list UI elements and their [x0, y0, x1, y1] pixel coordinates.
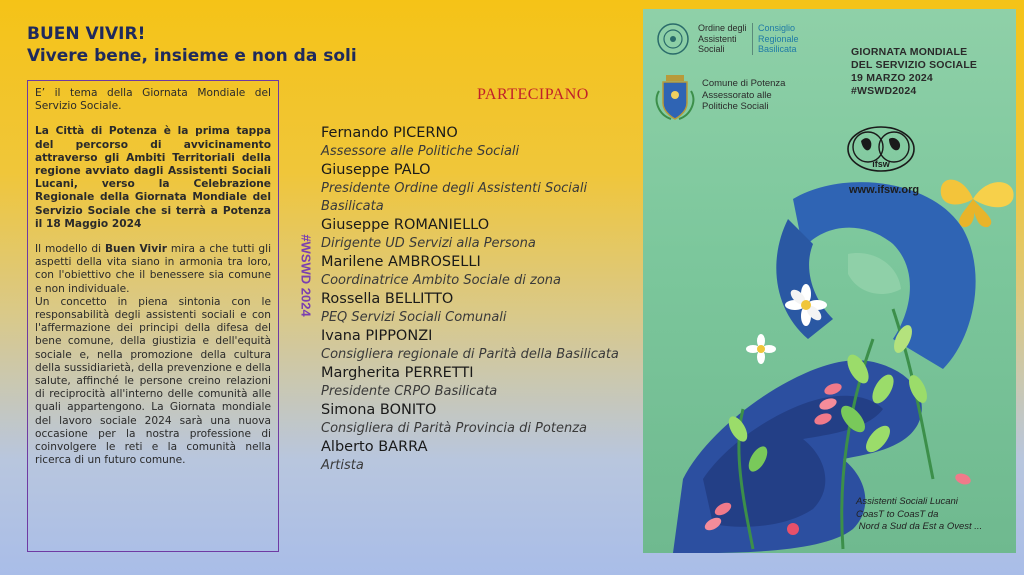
buen-vivir-post: mira a che tutti gli aspetti della vita siano in armonia tra loro, con l'obiettivo che il benessere sia comune e non individuale.: [35, 243, 272, 295]
participants-heading: PARTECIPANO: [477, 86, 589, 103]
participant-item: [321, 124, 641, 161]
participant-item: [321, 401, 641, 438]
vertical-hashtag-text: #WSWD 2024: [298, 233, 314, 317]
footer-line: Nord a Sud da Est a Ovest ...: [856, 521, 983, 532]
ifsw-logo-icon: [848, 127, 914, 171]
participant-role: Presidente Ordine degli Assistenti Sociali Basilicata: [321, 181, 588, 214]
participant-item: [321, 438, 641, 475]
participant-item: [321, 253, 641, 290]
participant-role: PEQ Servizi Sociali Comunali: [321, 310, 507, 325]
municipality-line: Comune di Potenza: [702, 78, 786, 89]
participant-role: Artista: [321, 458, 364, 473]
participant-role: Assessore alle Politiche Sociali: [321, 144, 520, 159]
participant-name: Fernando PICERNO: [321, 125, 458, 141]
participant-role: Consigliera regionale di Parità della Basilicata: [321, 347, 619, 362]
concept-paragraph: Un concetto in piena sintonia con le responsabilità degli assistenti sociali e con l'affermazione dei principi della difesa del bene comune, della giustizia e dell'equità sociale e, nella promozione della cultura della sussidiarietà, della prevenzione e della salute, affinché le persone creino relazioni di reciprocità all'interno delle comunità alle quali appartengono. La Giornata mondiale del lavoro sociale 2024 sarà una nuova occasione per la nostra professione di coinvolgere le reti e la comunità nella ricerca di un futuro comune.: [35, 295, 271, 467]
ifsw-logo-text: ifsw: [872, 159, 890, 169]
participant-name: Giuseppe PALO: [321, 162, 431, 178]
footer-line: Assistenti Sociali Lucani: [856, 496, 958, 507]
participant-role: Consigliera di Parità Provincia di Potenza: [321, 421, 587, 436]
participant-name: Marilene AMBROSELLI: [321, 254, 481, 270]
participant-item: [321, 216, 641, 253]
municipality-name: [702, 78, 785, 113]
council-line: Basilicata: [758, 44, 797, 54]
intro-paragraph: E’ il tema della Giornata Mondiale del Servizio Sociale.: [35, 87, 271, 113]
participants-list: [321, 124, 641, 475]
buen-vivir-pre: Il modello di: [35, 243, 105, 256]
footer-line: CoasT to CoasT da: [856, 508, 939, 520]
participant-name: Rossella BELLITTO: [321, 291, 454, 307]
buen-vivir-term: Buen Vivir: [104, 243, 167, 256]
participant-name: Giuseppe ROMANIELLO: [321, 217, 490, 233]
description-box: [27, 80, 279, 552]
municipality-line: Assessorato alle: [702, 89, 772, 101]
order-name-line: Ordine degli: [698, 23, 747, 33]
ifsw-website: www.ifsw.org: [849, 184, 920, 196]
poster-footer: [856, 496, 982, 534]
event-title-line: GIORNATA MONDIALE: [851, 46, 968, 58]
participant-item: [321, 290, 641, 327]
event-poster: [643, 9, 1016, 553]
buen-vivir-paragraph: [35, 243, 271, 296]
council-line: Consiglio: [758, 23, 796, 33]
participant-name: Margherita PERRETTI: [321, 365, 474, 381]
council-line: Regionale: [758, 33, 799, 44]
order-logo-icon: [658, 24, 688, 54]
page-subtitle: Vivere bene, insieme e non da soli: [27, 46, 357, 66]
participant-item: [321, 364, 641, 401]
coat-of-arms-icon: [657, 75, 694, 119]
participant-role: Coordinatrice Ambito Sociale di zona: [321, 273, 561, 288]
event-title-line: DEL SERVIZIO SOCIALE: [851, 59, 978, 71]
order-name-line: Sociali: [698, 44, 725, 54]
regional-council-name: [752, 23, 799, 55]
participant-role: Presidente CRPO Basilicata: [321, 384, 498, 399]
participant-name: Alberto BARRA: [321, 439, 428, 455]
event-date: 19 MARZO 2024: [851, 72, 933, 84]
page-title: BUEN VIVIR!: [27, 24, 146, 44]
participant-name: Simona BONITO: [321, 402, 437, 418]
municipality-line: Politiche Sociali: [702, 101, 769, 112]
order-name-line: Assistenti: [698, 33, 737, 44]
event-hashtag: #WSWD2024: [851, 85, 917, 97]
vertical-hashtag: [299, 225, 313, 325]
participant-item: [321, 327, 641, 364]
potenza-paragraph: La Città di Potenza è la prima tappa del percorso di avvicinamento attraverso gli Ambiti Territoriali della regione avviato dagli Assistenti Sociali Lucani, verso la Celebrazione Regionale della Giornata Mondiale del Servizio Sociale che si terrà a Potenza il 18 Maggio 2024: [35, 125, 271, 230]
poster-event-info: [851, 46, 977, 98]
participant-name: Ivana PIPPONZI: [321, 328, 433, 344]
participant-item: [321, 161, 641, 216]
participant-role: Dirigente UD Servizi alla Persona: [321, 236, 536, 251]
globe-icon: [776, 182, 975, 369]
order-name: [698, 23, 747, 55]
